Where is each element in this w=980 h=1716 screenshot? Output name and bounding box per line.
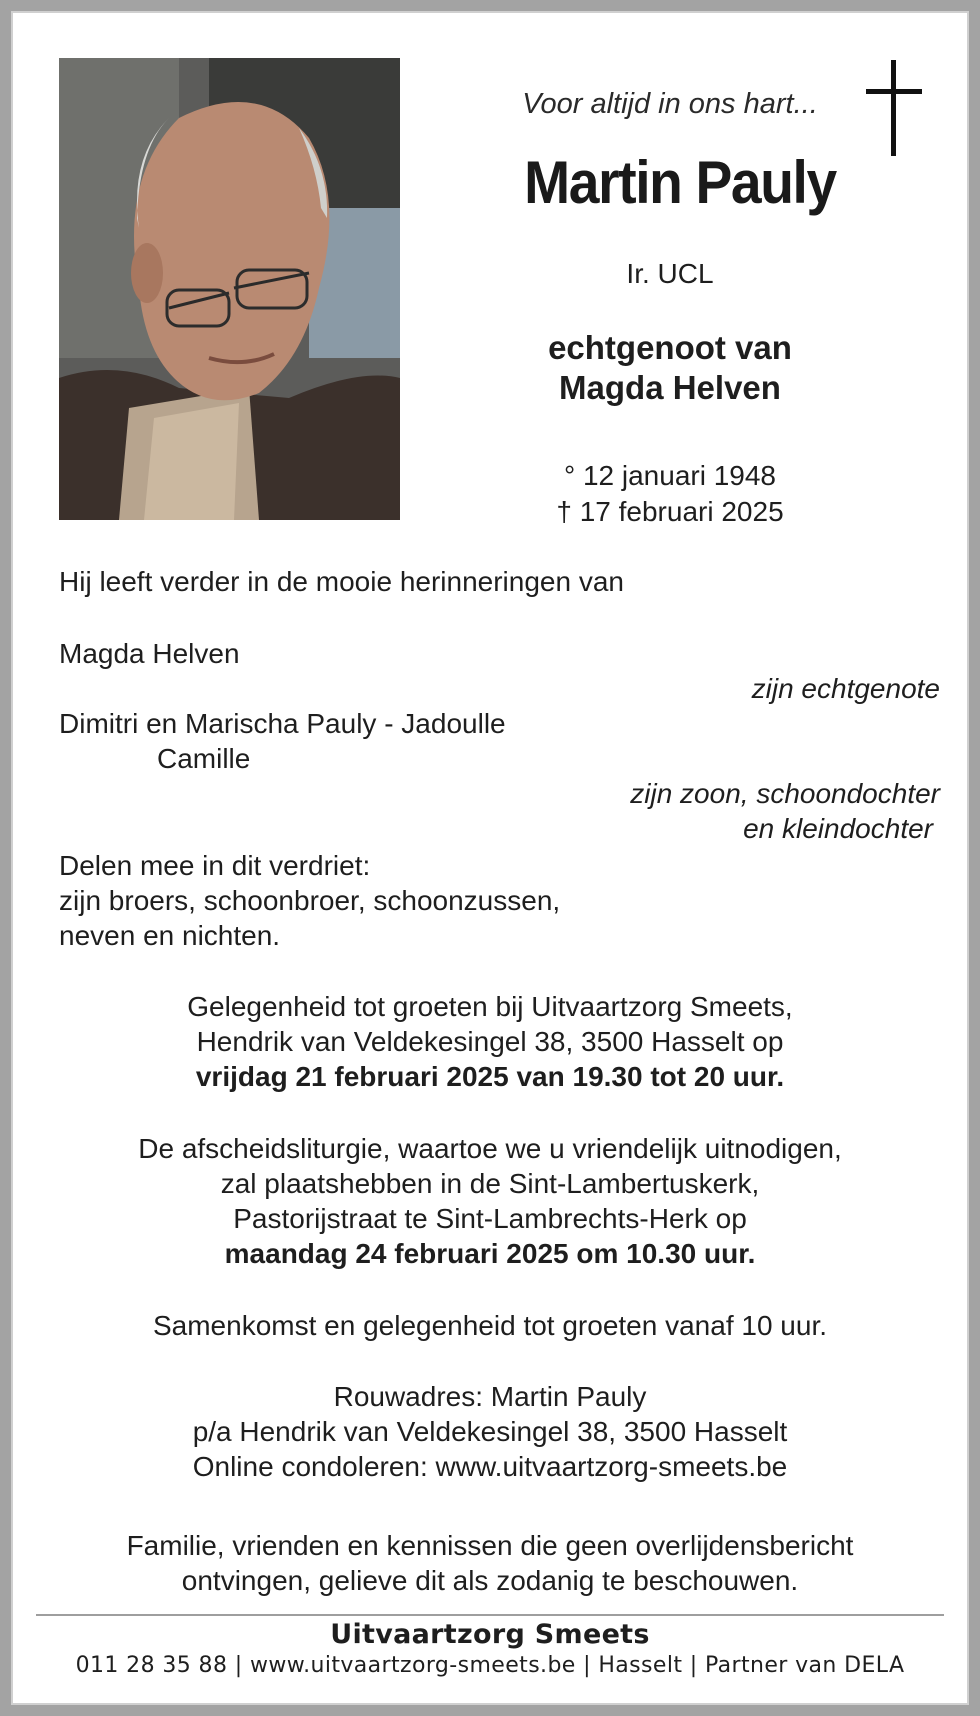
liturgy-date: maandag 24 februari 2025 om 10.30 uur. xyxy=(224,1238,756,1269)
life-dates xyxy=(470,458,870,530)
spouse-line-2: Magda Helven xyxy=(559,369,781,406)
motto: Voor altijd in ons hart... xyxy=(522,88,818,120)
share-line-2: zijn broers, schoonbroer, schoonzussen, xyxy=(59,885,561,916)
spouse-line-1: echtgenoot van xyxy=(548,329,792,366)
family-relation-2-line-2: en kleindochter xyxy=(743,813,933,844)
visitation-date: vrijdag 21 februari 2025 van 19.30 tot 20 uur. xyxy=(195,1061,785,1092)
footer-divider xyxy=(36,1614,944,1616)
notice-line-2: ontvingen, gelieve dit als zodanig te beschouwen. xyxy=(181,1565,799,1596)
notice-line-1: Familie, vrienden en kennissen die geen overlijdensbericht xyxy=(126,1530,854,1561)
footer-contact: 011 28 35 88 | www.uitvaartzorg-smeets.be | Hasselt | Partner van DELA xyxy=(75,1653,905,1678)
address-line-2: p/a Hendrik van Veldekesingel 38, 3500 Hasselt xyxy=(192,1416,788,1447)
birth-date: ° 12 januari 1948 xyxy=(563,460,777,491)
liturgy-line-3: Pastorijstraat te Sint-Lambrechts-Herk op xyxy=(233,1203,747,1234)
visitation-line-1: Gelegenheid tot groeten bij Uitvaartzorg Smeets, xyxy=(187,991,793,1022)
deceased-name: Martin Pauly xyxy=(524,149,836,216)
liturgy-line-1: De afscheidsliturgie, waartoe we u vriendelijk uitnodigen, xyxy=(138,1133,842,1164)
spouse-info xyxy=(470,328,870,408)
death-date: † 17 februari 2025 xyxy=(556,496,784,527)
portrait-photo xyxy=(59,58,400,520)
family-person-1: Magda Helven xyxy=(59,638,240,669)
address-line-1: Rouwadres: Martin Pauly xyxy=(333,1381,647,1412)
share-line-3: neven en nichten. xyxy=(59,920,281,951)
footer-company: Uitvaartzorg Smeets xyxy=(330,1619,650,1650)
family-relation-2-line-1: zijn zoon, schoondochter xyxy=(630,778,940,809)
family-person-2: Dimitri en Marischa Pauly - Jadoulle xyxy=(59,708,506,739)
cross-icon xyxy=(866,60,922,160)
liturgy-line-2: zal plaatshebben in de Sint-Lambertuskerk, xyxy=(220,1168,760,1199)
gathering-text: Samenkomst en gelegenheid tot groeten vanaf 10 uur. xyxy=(152,1310,828,1341)
address-line-3: Online condoleren: www.uitvaartzorg-smeets.be xyxy=(192,1451,788,1482)
family-intro: Hij leeft verder in de mooie herinneringen van xyxy=(59,566,624,597)
academic-title: Ir. UCL xyxy=(626,258,714,289)
family-grandchild: Camille xyxy=(157,743,251,774)
family-relation-1: zijn echtgenote xyxy=(751,673,940,704)
share-line-1: Delen mee in dit verdriet: xyxy=(59,850,371,881)
visitation-line-2: Hendrik van Veldekesingel 38, 3500 Hasselt op xyxy=(196,1026,784,1057)
